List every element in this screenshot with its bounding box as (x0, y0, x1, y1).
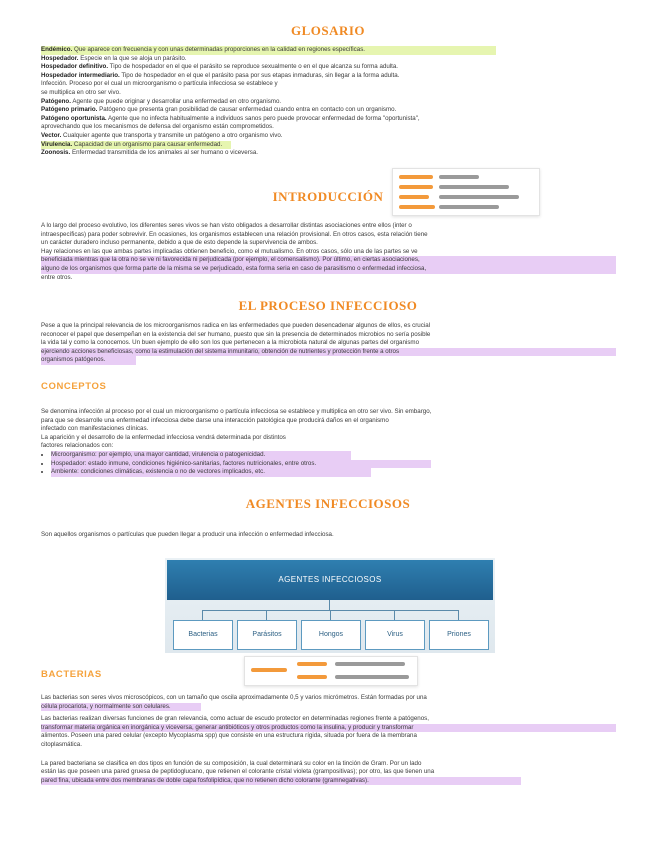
glosario-line: Patógeno primario. Patógeno que presenta gran posibilidad de causar enfermedad cuando entra en contacto con un organismo. (41, 106, 397, 114)
handwritten-note (392, 168, 540, 216)
glosario-line: Patógeno oportunista. Agente que no infecta habitualmente a individuos sanos pero puede provocar enfermedad de forma "oportunista", (41, 114, 420, 122)
diagram-box-parasitos: Parásitos (237, 620, 297, 650)
diagram-box-virus: Virus (365, 620, 425, 650)
factor-list (41, 451, 616, 477)
text-line: alguno de los organismos que forma parte de la misma se ve perjudicado, esta forma seria en caso de parasitismo o enfermedad infecciosa, (41, 265, 616, 274)
glosario-line: Vector. Cualquier agente que transporta y transmite un patógeno a otro organismo vivo. (41, 131, 283, 139)
text-line: Las bacterias son seres vivos microscópicos, con un tamaño que oscila aproximadamente 0,5 y varios micrómetros. Están formadas por una (41, 694, 427, 701)
glosario-line: Virulencia. Capacidad de un organismo para causar enfermedad. (41, 141, 231, 150)
agentes-title: AGENTES INFECCIOSOS (245, 496, 411, 511)
bacterias-title: BACTERIAS (41, 669, 102, 680)
glosario-list (41, 46, 616, 158)
agentes-intro: Son aquellos organismos o partículas que pueden llegar a producir una infección o enfermedad infecciosa. (41, 531, 334, 538)
text-line: están las que poseen una pared gruesa de peptidoglucano, que retienen el colorante cristal violeta (grampositivas); por otro, las que tienen una (41, 768, 435, 776)
diagram-title: AGENTES INFECCIOSOS (167, 560, 493, 600)
text-line: un carácter duradero incluso permanente, debido a que de esto depende la supervivencia de ambos. (41, 239, 318, 247)
text-line: Pese a que la principal relevancia de los microorganismos radica en las enfermedades que pueden desencadenar algunos de ellos, es crucial (41, 322, 431, 329)
text-line: alimentos. Poseen una pared celular (excepto Mycoplasma spp) que consiste en una estructura rígida, situada por fuera de la membrana (41, 732, 417, 740)
text-line: Se denomina infección al proceso por el cual un microorganismo o partícula infecciosa se establece y multiplica en otro ser vivo. Sin embargo, (41, 408, 432, 415)
glosario-line: Hospedador intermediario. Tipo de hospedador en el que el parásito pasa por sus etapas inmaduras, sin llegar a la forma adulta. (41, 71, 400, 79)
text-line: ejerciendo acciones beneficiosas, como la estimulación del sistema inmunitario, obtención de nutrientes y protección frente a otros (41, 348, 616, 357)
bacterias-body (41, 694, 616, 785)
diagram-box-hongos: Hongos (301, 620, 361, 650)
text-line: beneficiada mientras que la otra no se ve ni favorecida ni perjudicada (por ejemplo, el comensalismo). Por último, en ciertas asociaciones, (41, 256, 616, 265)
glosario-line: aprovechando que los mecanismos de defensa del organismo están comprometidos. (41, 123, 274, 131)
proceso-body (41, 322, 616, 365)
proceso-title: EL PROCESO INFECCIOSO (238, 298, 418, 313)
text-line: reconocer el papel que desempeñan en la existencia del ser humano, puesto que sin la presencia de determinados microbios no sería posible (41, 330, 431, 338)
text-line: intraespecíficas) para poder sobrevivir. En ocasiones, los organismos establecen una relación provisional. En otros casos, esta relación tiene (41, 230, 428, 238)
diagram-connector (458, 610, 459, 620)
glosario-line: Hospedador definitivo. Tipo de hospedador en el que el parásito se reproduce sexualmente o en el que alcanza su forma adulta. (41, 63, 399, 71)
conceptos-body (41, 408, 616, 477)
text-line: La aparición y el desarrollo de la enfermedad infecciosa vendrá determinada por distintos (41, 433, 286, 441)
glosario-line: Hospedador. Especie en la que se aloja un parásito. (41, 54, 187, 62)
conceptos-title: CONCEPTOS (41, 381, 107, 392)
diagram-connector (202, 610, 203, 620)
text-line: A lo largo del proceso evolutivo, los diferentes seres vivos se han visto obligados a desarrollar distintas asociaciones entre ellos (inter o (41, 222, 412, 229)
diagram-connector (394, 610, 395, 620)
diagram-connector (266, 610, 267, 620)
glosario-line: Endémico. Que aparece con frecuencia y con unas determinadas proporciones en la calidad en regiones específicas. (41, 46, 496, 55)
diagram-connector (330, 610, 331, 620)
text-line: transformar materia orgánica en inorgánica y viceversa, generar antibióticos y otros productos como la insulina, y producir y transformar (41, 724, 616, 733)
text-line: célula procariota, y normalmente son celulares. (41, 703, 201, 712)
glosario-line: se multiplica en otro ser vivo. (41, 88, 121, 96)
diagram-box-priones: Priones (429, 620, 489, 650)
diagram-box-bacterias: Bacterias (173, 620, 233, 650)
glosario-title: GLOSARIO (290, 23, 366, 38)
list-item: • Hospedador: estado inmune, condiciones higiénico-sanitarias, factores nutricionales, entre otros. (51, 460, 431, 469)
text-line: Las bacterias realizan diversas funciones de gran relevancia, como actuar de escudo protector en determinadas regiones frente a patógenos, (41, 715, 429, 723)
text-line: factores relacionados con: (41, 442, 114, 450)
text-line: para que se desarrolle una enfermedad infecciosa debe darse una interacción patológica que producirá daños en el organismo (41, 416, 389, 424)
text-line: infectado con manifestaciones clínicas. (41, 425, 149, 433)
text-line: pared fina, ubicada entre dos membranas de doble capa fosfolipídica, que no retienen dicho colorante (gramnegativas). (41, 777, 521, 786)
text-line: la vida tal y como la conocemos. Un buen ejemplo de ello son los que pertenecen a la microbiota natural de algunas partes del organismo (41, 339, 420, 347)
handwritten-note (244, 656, 418, 686)
text-line: organismos patógenos. (41, 356, 136, 365)
list-item: • Microorganismo: por ejemplo, una mayor cantidad, virulencia o patogenicidad. (51, 451, 351, 460)
list-item: • Ambiente: condiciones climáticas, existencia o no de vectores implicados, etc. (51, 468, 371, 477)
text-line: citoplasmática. (41, 740, 82, 748)
glosario-line: Infección. Proceso por el cual un microorganismo o partícula infecciosa se establece y (41, 80, 278, 88)
text-line: Hay relaciones en las que ambas partes implicadas obtienen beneficio, como el mutualismo. En otros casos, sólo una de las partes se ve (41, 247, 418, 255)
diagram-connector (329, 600, 330, 610)
agentes-diagram (165, 558, 495, 653)
glosario-line: Zoonosis. Enfermedad transmitida de los animales al ser humano o viceversa. (41, 149, 259, 157)
text-line: entre otros. (41, 273, 73, 281)
introduccion-title: INTRODUCCIÓN (272, 189, 384, 204)
text-line: La pared bacteriana se clasifica en dos tipos en función de su composición, la cual determinará su color en la tinción de Gram. Por un lado (41, 759, 422, 767)
introduccion-body (41, 222, 616, 282)
glosario-line: Patógeno. Agente que puede originar y desarrollar una enfermedad en otro organismo. (41, 97, 282, 105)
